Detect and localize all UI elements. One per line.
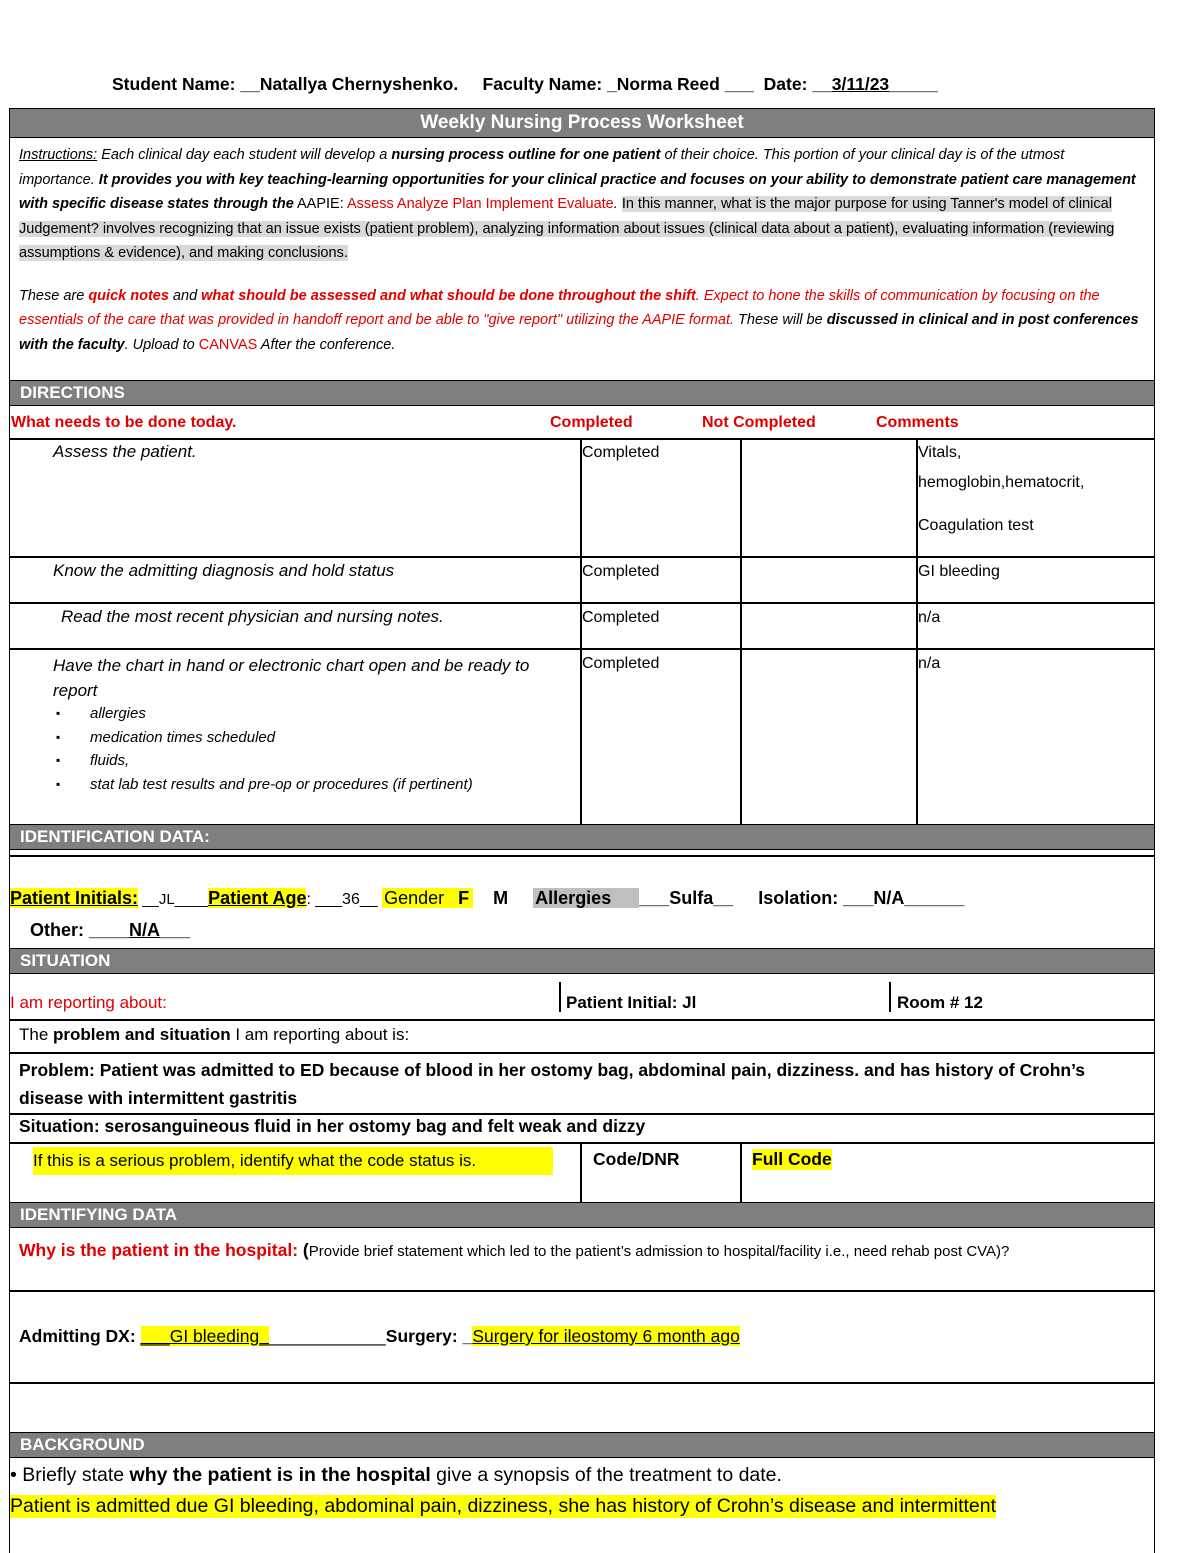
comment-line: Coagulation test [918,517,1034,534]
table-rule [9,1052,1155,1054]
initials-value: __JL____ [138,891,209,908]
student-name: Natallya Chernyshenko. [259,74,459,94]
isolation-tail: ______ [904,888,965,908]
instr-text: These are [19,287,89,304]
instr-aapie-label: AAPIE: [293,196,347,212]
table-col-rule [740,1142,742,1202]
table-rule [9,1142,1155,1144]
comment-line: n/a [918,609,941,626]
gender-f: F [454,888,473,908]
other-line [30,920,190,941]
table-rule [9,602,1155,604]
table-rule [9,438,1155,440]
surgery-value: Surgery for ileostomy 6 month ago [472,1326,740,1346]
comment-line: Vitals, [918,444,962,461]
completed-status: Completed [582,563,660,580]
gender-m: M [493,888,509,908]
patient-initial: Patient Initial: Jl [566,993,697,1012]
section-directions: DIRECTIONS [9,380,1155,406]
why-hospital-line [19,1240,1009,1261]
table-rule [9,648,1155,650]
completed-status: Completed [582,609,660,626]
task-admitting-diagnosis: Know the admitting diagnosis and hold status [53,561,395,580]
table-col-rule [916,438,918,824]
instr-assess-note: what should be assessed and what should be done throughout the shift [201,287,696,304]
instructions-paragraph-1 [19,143,1139,266]
instructions-paragraph-2 [19,284,1139,358]
admitting-dx-value: ___GI bleeding_ [140,1326,269,1346]
col-comments-header: Comments [876,414,959,431]
comment-line: n/a [918,655,941,672]
reporting-about-label: I am reporting about: [10,993,167,1012]
section-identification: IDENTIFICATION DATA: [9,824,1155,850]
instr-text: . [613,196,622,212]
instr-text: These will be [734,312,827,328]
other-label: Other: ____ [30,920,130,940]
age-label: Patient Age [208,888,307,908]
completed-status: Completed [582,444,660,461]
other-value: N/A [129,920,161,940]
table-rule [9,1019,1155,1021]
problem-intro-emph: problem and situation [53,1025,231,1044]
table-col-rule [580,1142,582,1202]
instr-quick-notes: quick notes [88,287,169,304]
date-label: Date: __ [763,74,832,94]
why-hospital-hint: Provide brief statement which led to the patient’s admission to hospital/facility i.e., need rehab post CVA)? [308,1243,1010,1260]
task-assess: Assess the patient. [53,442,197,461]
instr-tanner-note: In this manner, what is the major purpose for using Tanner's model of clinical Judgement? involves recognizing that an issue exists (patient problem), analyzing information about issues (clinical data about a patient), evaluating information (reviewing assumptions & evidence), and making conclusions. [19,196,1115,261]
checklist-item: ▪ stat lab test results and pre-op or procedures (if pertinent) [56,773,473,797]
instr-text: of their choice. This portion of your clinical day is of the utmost importance. [19,147,1065,188]
instr-text: After the conference. [257,336,396,353]
task-chart-ready: Have the chart in hand or electronic chart open and be ready to report [53,656,530,700]
allergies-label: Allergies [533,888,639,908]
table-col-rule [889,982,891,1012]
problem-intro-text: The [19,1025,54,1044]
table-rule [9,855,1155,857]
instructions-label: Instructions: [19,147,98,163]
table-col-rule [559,982,561,1012]
faculty-name: Norma Reed [616,74,720,94]
instr-canvas: CANVAS [198,336,258,353]
task-read-notes: Read the most recent physician and nursing notes. [61,607,444,626]
table-rule [9,556,1155,558]
background-prompt [10,1464,782,1487]
col-not-completed-header: Not Completed [702,414,816,431]
admitting-dx-line [19,1326,740,1347]
isolation-label: Isolation: ___ [758,888,874,908]
section-identifying: IDENTIFYING DATA [9,1202,1155,1228]
faculty-label: Faculty Name: _ [482,74,617,94]
table-rule [9,1382,1155,1384]
code-status-question: If this is a serious problem, identify what the code status is. [33,1147,553,1175]
surgery-label: Surgery: _ [385,1326,473,1346]
background-prompt-text: • Briefly state [10,1464,130,1486]
checklist-item: ▪ fluids, [56,749,473,773]
instr-text: and [168,287,202,304]
problem-intro [19,1025,409,1045]
completed-status: Completed [582,655,660,672]
problem-intro-text: I am reporting about is: [230,1025,410,1044]
instr-emph: discussed in clinical and in post conferences with the faculty [19,312,1139,353]
table-rule [9,1113,1155,1115]
instructions [19,143,1139,357]
col-task-header: What needs to be done today. [11,414,237,431]
other-tail: ___ [160,920,191,940]
admitting-dx-tail: ____________ [268,1326,386,1346]
admitting-dx-label: Admitting DX: [19,1326,141,1346]
checklist-item: ▪ allergies [56,702,473,726]
section-background: BACKGROUND [9,1432,1155,1458]
age-value: : ___36__ [306,891,383,908]
instr-emph: nursing process outline for one patient [391,147,661,163]
code-dnr-label: Code/DNR [593,1149,680,1169]
background-answer: Patient is admitted due GI bleeding, abdominal pain, dizziness, she has history of Crohn’s disease and intermittent [10,1495,997,1517]
gender-label: Gender [382,888,454,908]
worksheet-title: Weekly Nursing Process Worksheet [9,108,1155,138]
room-number: Room # 12 [897,993,983,1012]
date-value: 3/11/23 [831,74,890,94]
why-hospital-label: Why is the patient in the hospital: [19,1240,303,1260]
checklist-item: ▪ medication times scheduled [56,726,473,750]
isolation-value: N/A [873,888,905,908]
patient-id-line [10,888,964,909]
problem-statement: Problem: Patient was admitted to ED because of blood in her ostomy bag, abdominal pain, dizziness. and has history of Crohn’s disease with intermittent gastritis [19,1060,1086,1108]
table-rule [9,1290,1155,1292]
instr-emph: It provides you with key teaching-learning opportunities for your clinical practice and focuses on your ability to demonstrate patient care management with specific disease states through the [19,171,1136,212]
allergies-value: ___Sulfa__ [639,888,734,908]
situation-statement: Situation: serosanguineous fluid in her ostomy bag and felt weak and dizzy [19,1116,646,1136]
table-col-rule [740,438,742,824]
background-prompt-emph: why the patient is in the hospital [129,1464,431,1486]
comment-line: hemoglobin,hematocrit, [918,474,1085,491]
initials-label: Patient Initials: [10,888,139,908]
instr-aapie: Assess Analyze Plan Implement Evaluate [346,196,614,212]
why-hospital-paren: ( [302,1240,309,1260]
faculty-tail: ___ [719,74,754,94]
table-col-rule [580,438,582,824]
instr-text: Each clinical day each student will develop a [97,147,392,163]
report-checklist [20,702,473,796]
instr-text: . Upload to [124,336,199,353]
student-label: Student Name: __ [112,74,260,94]
col-completed-header: Completed [550,414,633,431]
worksheet-header [112,74,938,95]
background-prompt-text: give a synopsis of the treatment to date. [430,1464,782,1486]
comment-line: GI bleeding [918,563,1000,580]
code-status-value: Full Code [752,1149,832,1169]
instr-communication-note: . Expect to hone the skills of communication by focusing on the essentials of the care that was provided in handoff report and be able to "give report" utilizing the AAPIE format. [19,287,1100,328]
date-tail: _____ [889,74,938,94]
section-situation: SITUATION [9,948,1155,974]
